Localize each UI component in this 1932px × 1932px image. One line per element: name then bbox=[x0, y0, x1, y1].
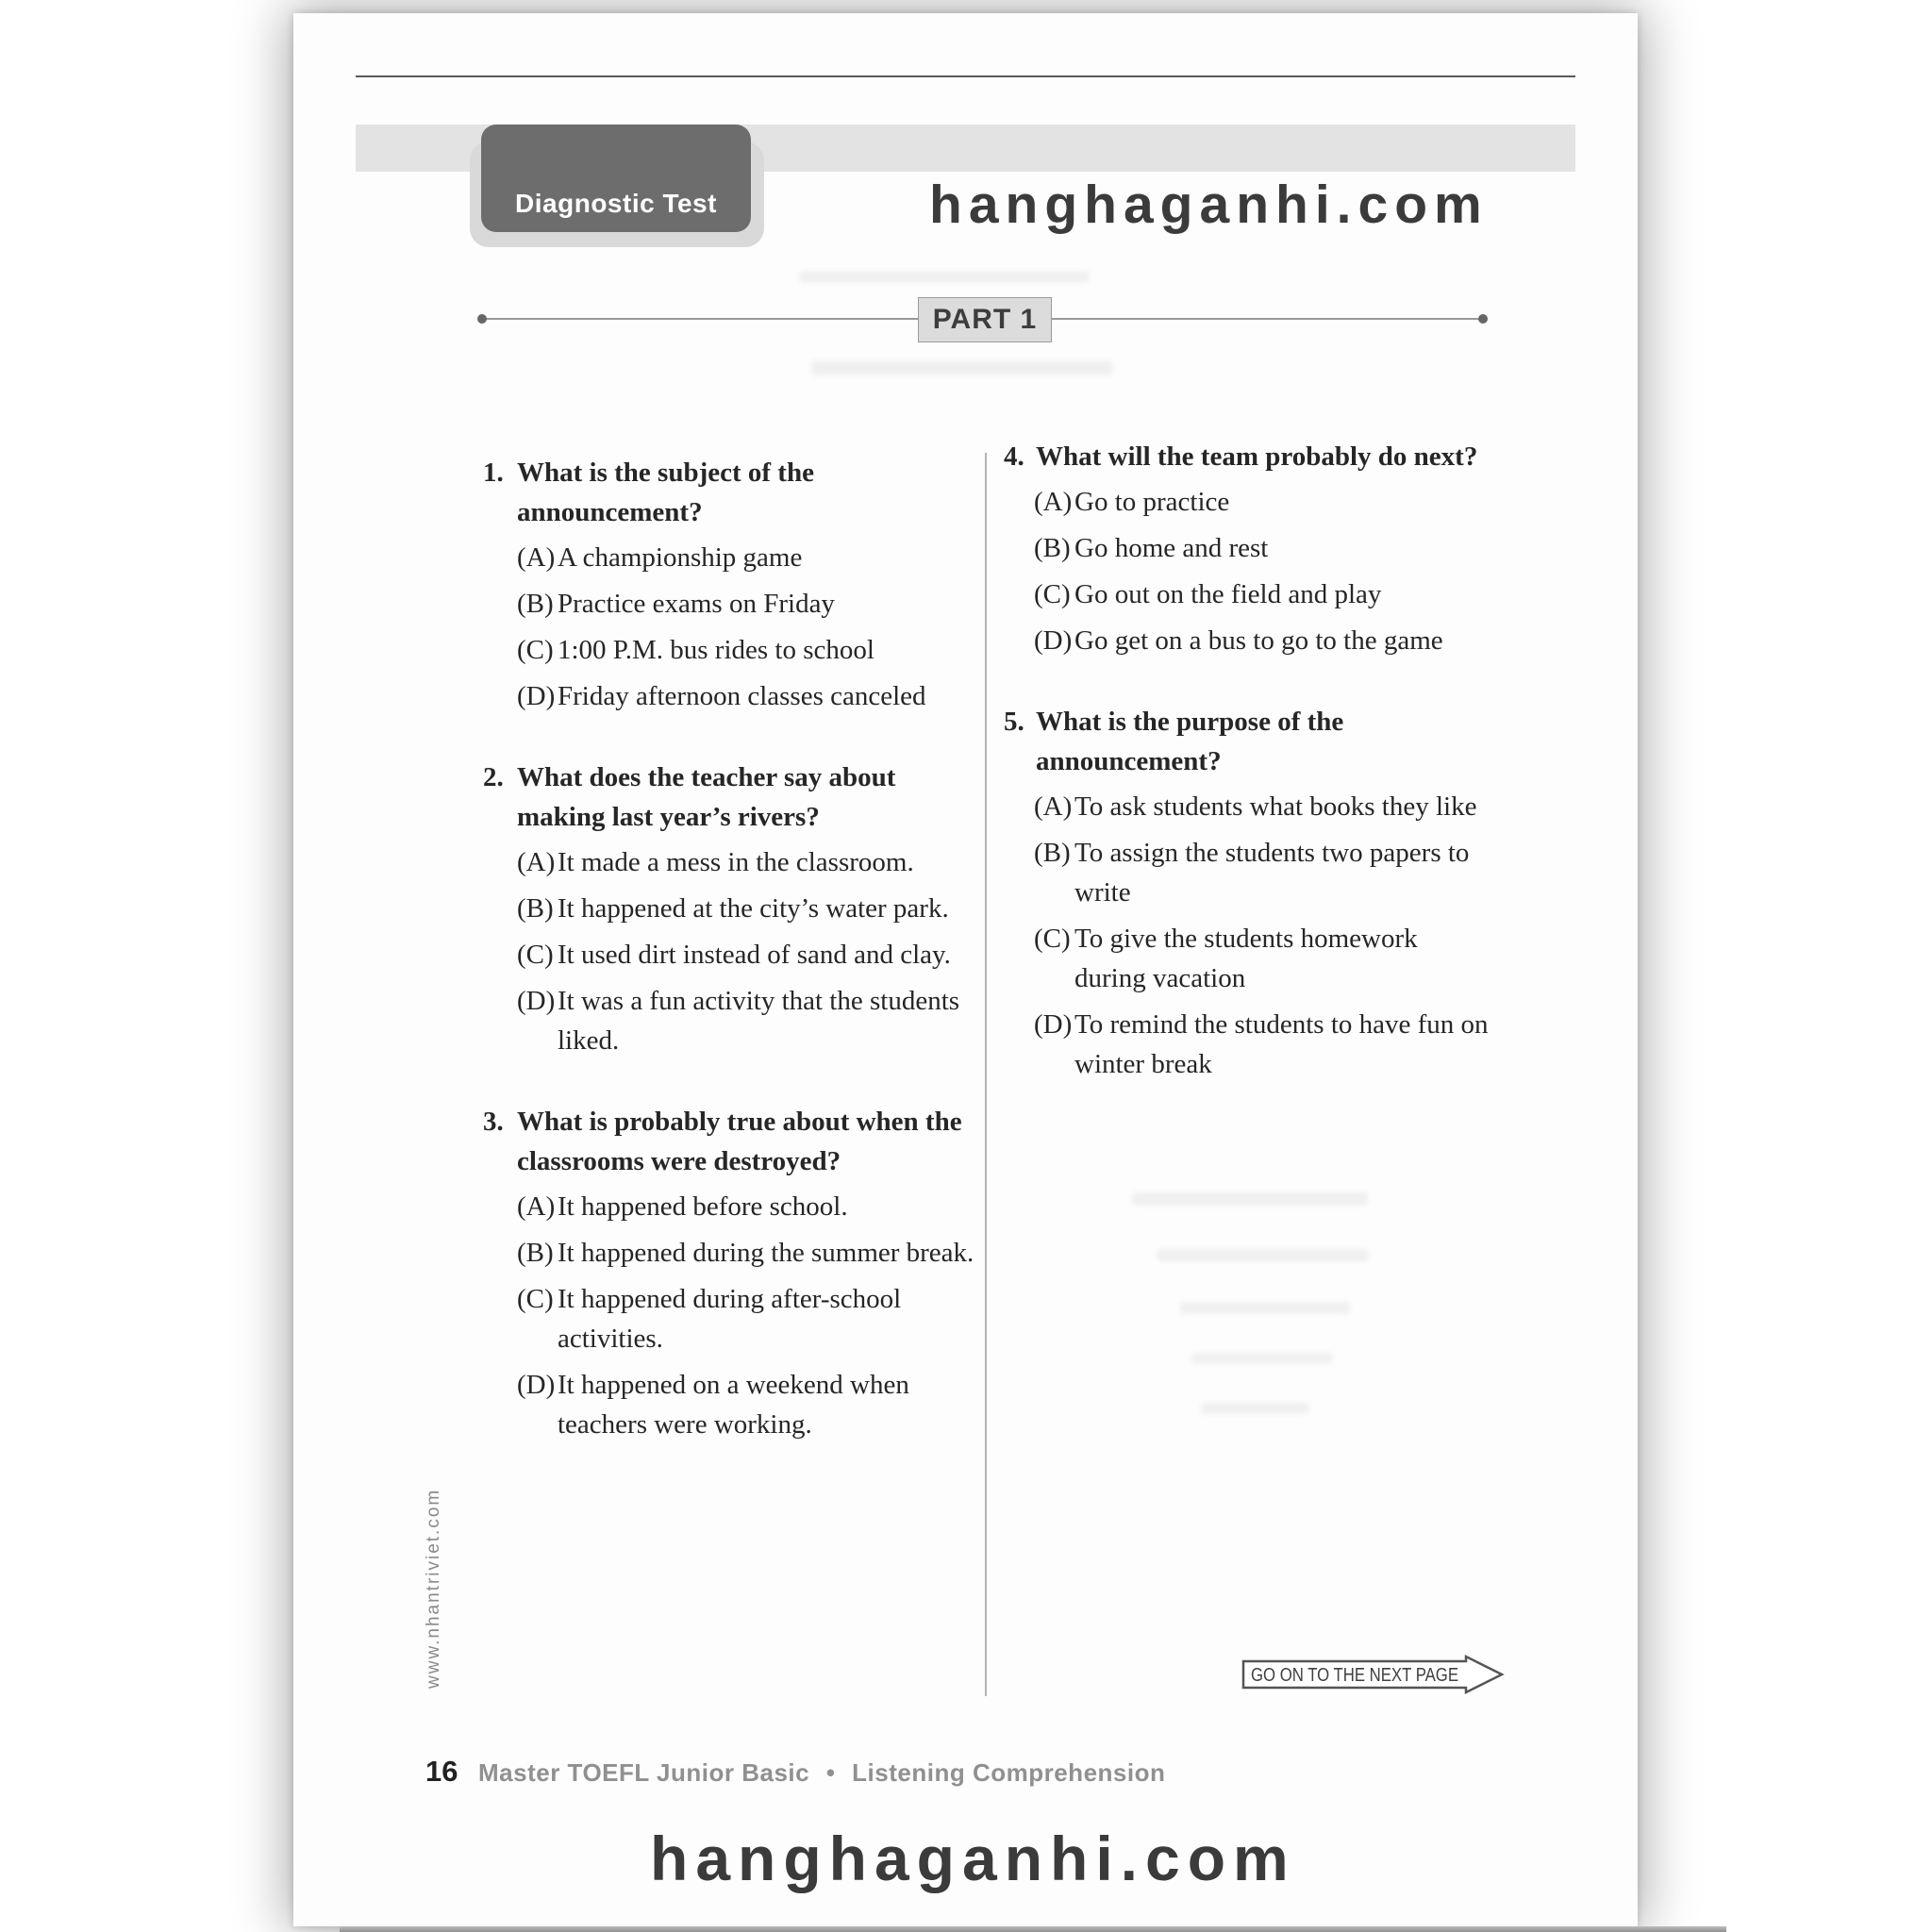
scanned-test-page bbox=[293, 13, 1638, 1926]
option-item bbox=[1034, 621, 1532, 660]
option-text: To ask students what books they like bbox=[1074, 791, 1477, 822]
option-item bbox=[517, 981, 981, 1060]
question-text: What does the teacher say about making last year’s rivers? bbox=[517, 762, 896, 832]
option-item bbox=[1034, 919, 1532, 998]
option-marker: (B) bbox=[517, 1238, 554, 1268]
option-marker: (D) bbox=[517, 986, 556, 1016]
option-item bbox=[517, 676, 981, 716]
option-marker: (A) bbox=[517, 847, 556, 877]
question-number: 3. bbox=[483, 1107, 504, 1137]
option-text: Go out on the field and play bbox=[1074, 579, 1382, 609]
ghost-text bbox=[799, 271, 1090, 283]
footer-book-title: Master TOEFL Junior Basic bbox=[478, 1758, 810, 1787]
option-item bbox=[517, 538, 981, 577]
question-prompt bbox=[1004, 437, 1532, 476]
ghost-text bbox=[1191, 1353, 1333, 1364]
questions-column-right bbox=[1004, 437, 1532, 1125]
option-text: Go to practice bbox=[1074, 487, 1230, 517]
options-list bbox=[1034, 482, 1532, 660]
option-item bbox=[517, 935, 981, 974]
option-marker: (D) bbox=[517, 681, 556, 711]
option-item bbox=[1034, 482, 1532, 522]
ghost-text bbox=[1157, 1249, 1369, 1261]
option-text: 1:00 P.M. bus rides to school bbox=[558, 635, 874, 665]
question-item bbox=[483, 453, 981, 716]
question-item bbox=[483, 1102, 981, 1444]
footer-separator: • bbox=[825, 1758, 836, 1787]
part-heading-label: PART 1 bbox=[932, 304, 1038, 335]
option-item bbox=[517, 584, 981, 624]
option-marker: (D) bbox=[1034, 1009, 1073, 1040]
option-text: It happened during after-school activities. bbox=[558, 1284, 902, 1354]
question-item bbox=[483, 758, 981, 1060]
option-item bbox=[517, 1187, 981, 1226]
option-item bbox=[1034, 1005, 1532, 1084]
option-marker: (A) bbox=[517, 1191, 556, 1222]
option-text: A championship game bbox=[558, 542, 803, 573]
question-prompt bbox=[1004, 702, 1532, 781]
ghost-text bbox=[1201, 1403, 1309, 1414]
question-number: 4. bbox=[1004, 441, 1024, 472]
ghost-text bbox=[1132, 1192, 1368, 1206]
options-list bbox=[1034, 787, 1532, 1084]
options-list bbox=[517, 538, 981, 716]
footer-page-number: 16 bbox=[425, 1755, 458, 1788]
option-marker: (C) bbox=[517, 635, 554, 665]
option-item bbox=[517, 1365, 981, 1444]
diagnostic-test-tab-label: Diagnostic Test bbox=[515, 189, 717, 218]
option-text: It happened before school. bbox=[558, 1191, 848, 1222]
watermark-top: hanghaganhi.com bbox=[929, 175, 1489, 235]
part-line-dot-right bbox=[1478, 314, 1488, 324]
question-text: What is the purpose of the announcement? bbox=[1036, 707, 1344, 776]
ghost-text bbox=[811, 360, 1113, 375]
option-text: To give the students homework during vacation bbox=[1074, 924, 1418, 993]
option-marker: (C) bbox=[517, 1284, 554, 1314]
option-text: Go home and rest bbox=[1074, 533, 1269, 563]
option-item bbox=[1034, 833, 1532, 912]
question-text: What will the team probably do next? bbox=[1036, 441, 1478, 472]
page-bottom-edge bbox=[340, 1926, 1726, 1932]
option-item bbox=[1034, 528, 1532, 568]
option-text: Practice exams on Friday bbox=[558, 589, 835, 619]
option-text: It happened during the summer break. bbox=[558, 1238, 974, 1268]
option-marker: (B) bbox=[517, 589, 554, 619]
options-list bbox=[517, 842, 981, 1060]
question-text: What is the subject of the announcement? bbox=[517, 458, 814, 527]
question-prompt bbox=[483, 453, 981, 532]
go-on-next-page-arrow bbox=[1241, 1654, 1506, 1700]
option-marker: (B) bbox=[517, 893, 554, 924]
column-divider bbox=[985, 453, 987, 1696]
option-text: Go get on a bus to go to the game bbox=[1074, 625, 1443, 656]
option-text: It was a fun activity that the students liked. bbox=[558, 986, 960, 1056]
option-item bbox=[517, 842, 981, 882]
option-marker: (A) bbox=[517, 542, 556, 573]
option-marker: (D) bbox=[1034, 625, 1073, 656]
questions-column-left bbox=[483, 453, 981, 1486]
option-marker: (C) bbox=[1034, 579, 1071, 609]
option-item bbox=[517, 1233, 981, 1273]
option-item bbox=[517, 1279, 981, 1358]
question-item bbox=[1004, 702, 1532, 1084]
top-rule-line bbox=[356, 75, 1575, 77]
watermark-bottom: hanghaganhi.com bbox=[650, 1824, 1296, 1893]
option-item bbox=[1034, 787, 1532, 826]
question-number: 5. bbox=[1004, 707, 1024, 737]
footer-title bbox=[478, 1758, 1174, 1788]
option-text: To assign the students two papers to write bbox=[1074, 838, 1470, 908]
next-page-arrow-label: GO ON TO THE NEXT PAGE bbox=[1251, 1665, 1458, 1686]
side-watermark: www.nhantriviet.com bbox=[424, 1488, 443, 1689]
part-heading bbox=[918, 297, 1052, 342]
option-item bbox=[517, 630, 981, 670]
option-text: It made a mess in the classroom. bbox=[558, 847, 914, 877]
option-text: It used dirt instead of sand and clay. bbox=[558, 940, 951, 970]
question-text: What is probably true about when the classrooms were destroyed? bbox=[517, 1107, 962, 1176]
options-list bbox=[517, 1187, 981, 1444]
question-prompt bbox=[483, 758, 981, 837]
option-text: Friday afternoon classes canceled bbox=[558, 681, 926, 711]
option-item bbox=[1034, 575, 1532, 614]
footer-section: Listening Comprehension bbox=[852, 1758, 1166, 1787]
question-prompt bbox=[483, 1102, 981, 1181]
question-item bbox=[1004, 437, 1532, 660]
option-text: It happened on a weekend when teachers were working. bbox=[558, 1370, 909, 1440]
option-marker: (A) bbox=[1034, 791, 1073, 822]
question-number: 2. bbox=[483, 762, 504, 792]
question-number: 1. bbox=[483, 458, 504, 488]
option-marker: (A) bbox=[1034, 487, 1073, 517]
option-marker: (C) bbox=[1034, 924, 1071, 954]
option-marker: (C) bbox=[517, 940, 554, 970]
option-text: To remind the students to have fun on winter break bbox=[1074, 1009, 1489, 1079]
part-line-dot-left bbox=[477, 314, 487, 324]
option-marker: (B) bbox=[1034, 838, 1071, 868]
option-marker: (B) bbox=[1034, 533, 1071, 563]
option-marker: (D) bbox=[517, 1370, 556, 1400]
option-item bbox=[517, 889, 981, 928]
option-text: It happened at the city’s water park. bbox=[558, 893, 949, 924]
ghost-text bbox=[1180, 1302, 1350, 1314]
diagnostic-test-tab bbox=[481, 125, 751, 232]
